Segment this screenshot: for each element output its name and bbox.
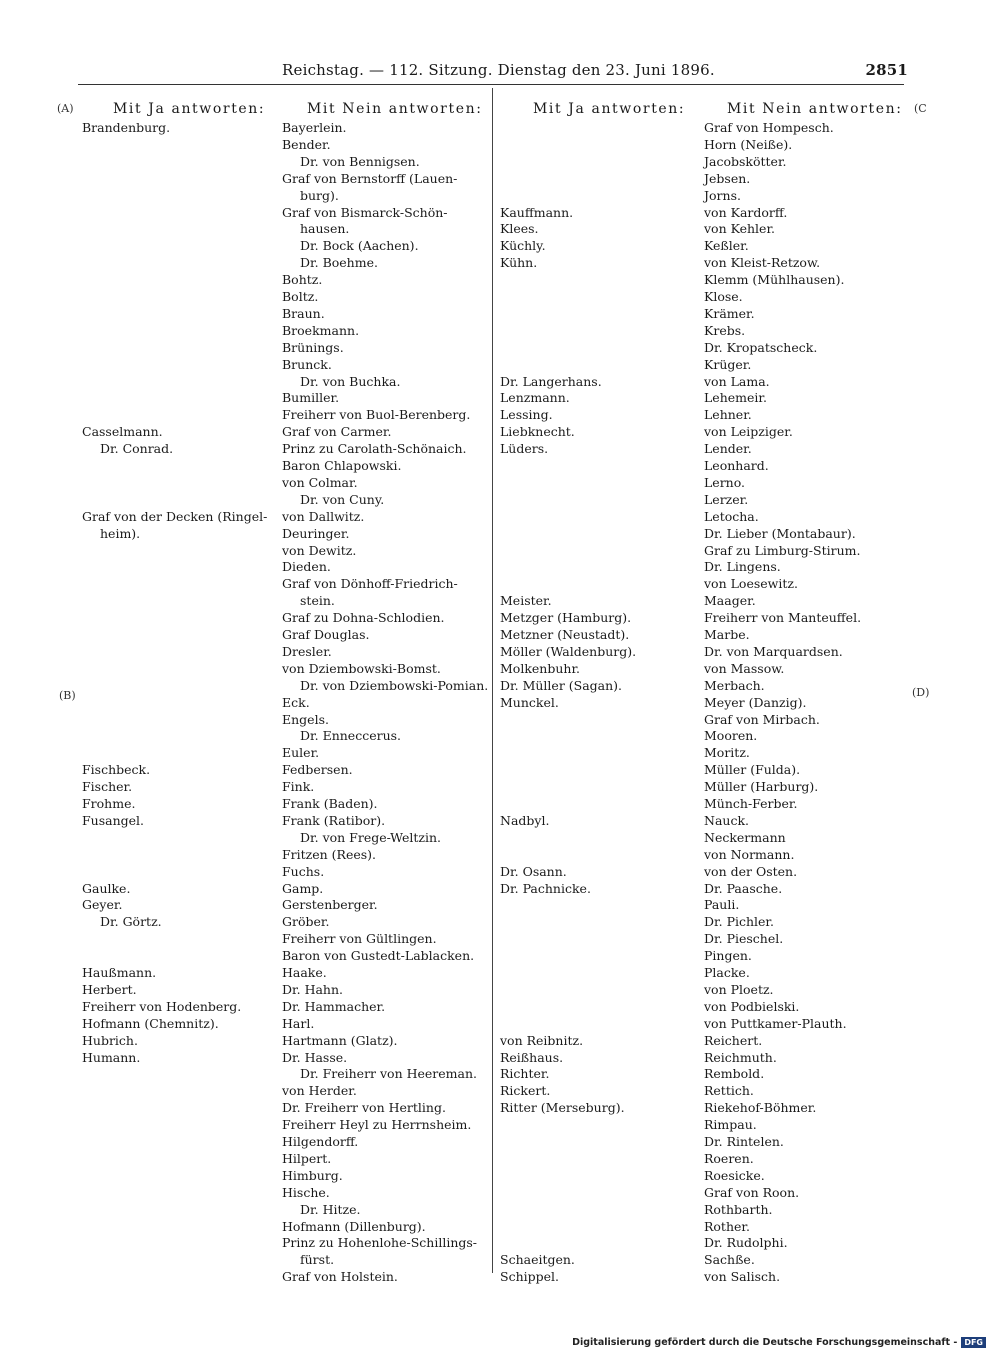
name-entry: Krebs. (704, 322, 746, 338)
name-entry: von Dziembowski-Bomst. (282, 660, 441, 676)
name-entry: Freiherr Heyl zu Herrnsheim. (282, 1117, 472, 1133)
name-entry: Dr. von Frege-Weltzin. (300, 829, 442, 845)
page-title: Reichstag. — 112. Sitzung. Dienstag den 23. Juni 1896. (282, 61, 715, 79)
name-entry: Fritzen (Rees). (282, 846, 377, 862)
name-entry: Sachße. (704, 1252, 755, 1268)
name-entry: Fedbersen. (282, 762, 353, 778)
name-entry: Freiherr von Buol-Berenberg. (282, 407, 471, 423)
name-entry: Pauli. (704, 897, 740, 913)
name-entry: Rickert. (500, 1083, 551, 1099)
name-entry: Baron von Gustedt-Lablacken. (282, 948, 475, 964)
name-entry: Leonhard. (704, 458, 769, 473)
name-entry: Müller (Harburg). (704, 779, 819, 795)
name-entry: Moritz. (704, 745, 750, 761)
name-entry: Dr. Pachnicke. (500, 880, 591, 896)
column-divider (492, 88, 493, 1273)
name-entry: Horn (Neiße). (704, 136, 793, 152)
header-rule (78, 84, 904, 85)
name-entry: Dr. Hahn. (282, 981, 343, 997)
name-entry: Lenzmann. (500, 390, 570, 406)
name-entry: Fischbeck. (82, 762, 151, 778)
name-entry: Dr. von Dziembowski-Pomian. (300, 677, 489, 693)
name-entry: Rothbarth. (704, 1201, 773, 1217)
name-entry: Meister. (500, 593, 552, 609)
name-entry: Graf von Mirbach. (704, 711, 820, 727)
name-entry: von Normann. (704, 846, 795, 862)
name-entry: Freiherr von Gültlingen. (282, 931, 437, 947)
name-entry: Krüger. (704, 356, 752, 372)
name-entry: Lerno. (704, 474, 746, 490)
name-entry: Schippel. (500, 1269, 559, 1285)
name-entry: Ritter (Merseburg). (500, 1100, 625, 1116)
name-entry: Graf von Bernstorff (Lauen- (282, 170, 458, 186)
name-entry: von Kardorff. (704, 204, 788, 220)
name-entry: Jebsen. (704, 170, 751, 186)
name-entry: Rother. (704, 1218, 750, 1234)
footer-text: Digitalisierung gefördert durch die Deutsche Forschungsgemeinschaft - (572, 1337, 958, 1348)
name-entry: Graf zu Dohna-Schlodien. (282, 610, 445, 626)
name-entry: Casselmann. (82, 424, 163, 440)
name-entry: von Loesewitz. (704, 576, 798, 592)
name-entry: Dr. Conrad. (100, 441, 174, 457)
name-entry: Graf Douglas. (282, 627, 370, 642)
name-entry: Rettich. (704, 1083, 754, 1099)
name-entry: Lender. (704, 441, 752, 457)
name-entry: Fischer. (82, 779, 133, 795)
name-entry: Bayerlein. (282, 120, 347, 135)
name-entry: von Ploetz. (704, 981, 774, 997)
name-entry: Graf von Bismarck-Schön- (282, 204, 448, 220)
name-entry: Fuchs. (282, 863, 325, 879)
name-entry: Klose. (704, 289, 743, 304)
name-entry: Dr. Hasse. (282, 1049, 348, 1065)
name-entry: Graf von Roon. (704, 1184, 800, 1200)
name-entry: Dr. von Bennigsen. (300, 153, 420, 169)
name-entry: Dr. Rudolphi. (704, 1235, 788, 1251)
name-entry: Eck. (282, 694, 310, 710)
name-entry: Reichert. (704, 1032, 763, 1048)
name-entry: von der Osten. (704, 863, 798, 879)
name-entry: Hofmann (Chemnitz). (82, 1015, 219, 1031)
name-entry: Dr. Bock (Aachen). (300, 238, 419, 254)
margin-marker-top-right: (C (914, 102, 927, 115)
name-entry: Humann. (82, 1049, 141, 1065)
column-heading-ja-left: Mit Ja antworten: (113, 101, 266, 117)
name-entry: Lerzer. (704, 491, 749, 507)
name-entry: Haake. (282, 965, 327, 980)
name-entry: Münch-Ferber. (704, 796, 798, 811)
name-entry: Klees. (500, 221, 539, 237)
name-entry: Dr. Kropatscheck. (704, 339, 818, 355)
name-entry: Hubrich. (82, 1032, 138, 1048)
name-entry: Boltz. (282, 289, 319, 304)
name-entry: Reichmuth. (704, 1049, 777, 1065)
name-entry: Pingen. (704, 948, 752, 964)
name-entry: Richter. (500, 1066, 550, 1082)
name-entry: Dr. Langerhans. (500, 373, 602, 389)
name-entry: Dr. Enneccerus. (300, 728, 402, 744)
name-entry: von Dewitz. (282, 542, 357, 558)
name-entry: Hilgendorff. (282, 1134, 359, 1149)
name-entry: von Puttkamer-Plauth. (704, 1015, 847, 1031)
name-entry: Gerstenberger. (282, 897, 378, 913)
name-entry: Haußmann. (82, 965, 157, 980)
name-entry: Munckel. (500, 694, 559, 710)
name-entry: Placke. (704, 965, 750, 980)
name-entry: Graf von Hompesch. (704, 120, 834, 135)
name-entry: von Reibnitz. (500, 1032, 584, 1048)
name-entry: Prinz zu Hohenlohe-Schillings- (282, 1235, 478, 1251)
name-entry: Maager. (704, 593, 756, 609)
name-entry: Graf zu Limburg-Stirum. (704, 542, 861, 558)
name-entry: Graf von Holstein. (282, 1269, 398, 1285)
name-entry: Brandenburg. (82, 120, 171, 135)
name-entry: fürst. (300, 1252, 335, 1268)
column-heading-nein-right: Mit Nein antworten: (727, 101, 903, 117)
name-entry: Letocha. (704, 508, 759, 524)
name-entry: Dresler. (282, 643, 332, 659)
name-entry: Klemm (Mühlhausen). (704, 272, 845, 288)
name-entry: Dr. Freiherr von Hertling. (282, 1100, 446, 1116)
name-entry: Lüders. (500, 441, 549, 457)
name-entry: Molkenbuhr. (500, 660, 581, 676)
name-entry: Frank (Baden). (282, 796, 378, 811)
name-entry: Dr. von Buchka. (300, 373, 401, 389)
name-entry: Freiherr von Manteuffel. (704, 610, 862, 626)
name-entry: Bohtz. (282, 272, 323, 288)
name-entry: Geyer. (82, 897, 123, 913)
name-entry: Reißhaus. (500, 1049, 564, 1065)
name-entry: Merbach. (704, 677, 765, 693)
name-entry: Bender. (282, 136, 331, 152)
name-entry: Müller (Fulda). (704, 762, 801, 778)
dfg-logo: DFG (961, 1337, 986, 1348)
name-entry: Dr. Paasche. (704, 880, 783, 896)
name-entry: Küchly. (500, 238, 546, 254)
name-entry: Roeren. (704, 1150, 754, 1166)
page-header (60, 59, 910, 83)
name-entry: Dr. Boehme. (300, 255, 378, 271)
name-entry: Freiherr von Hodenberg. (82, 998, 242, 1014)
name-entry: Himburg. (282, 1167, 343, 1183)
name-entry: von Colmar. (282, 474, 358, 490)
name-entry: Fink. (282, 779, 315, 795)
name-entry: Gröber. (282, 914, 330, 930)
name-entry: von Kehler. (704, 221, 776, 237)
name-entry: Lehemeir. (704, 390, 767, 406)
name-entry: Dr. Lingens. (704, 559, 781, 575)
name-entry: Lessing. (500, 407, 553, 423)
name-entry: Dr. Osann. (500, 863, 567, 879)
name-entry: Riekehof-Böhmer. (704, 1100, 817, 1116)
name-entry: von Podbielski. (704, 998, 800, 1014)
name-entry: Dr. von Cuny. (300, 491, 385, 507)
name-entry: Brünings. (282, 339, 344, 355)
footer-credit (572, 1337, 986, 1348)
name-entry: Hartmann (Glatz). (282, 1032, 398, 1048)
name-entry: Metzner (Neustadt). (500, 627, 630, 642)
name-entry: Keßler. (704, 238, 749, 254)
name-entry: Prinz zu Carolath-Schönaich. (282, 441, 467, 457)
name-entry: Krämer. (704, 305, 755, 321)
name-entry: heim). (100, 525, 141, 541)
name-entry: Euler. (282, 745, 320, 761)
name-entry: Dr. Pichler. (704, 914, 775, 930)
name-entry: von Kleist-Retzow. (704, 255, 821, 271)
name-entry: Neckermann (704, 829, 786, 845)
name-entry: Graf von Carmer. (282, 424, 392, 440)
name-entry: von Salisch. (704, 1269, 781, 1285)
margin-marker-mid-right: (D) (912, 686, 930, 699)
name-entry: Lehner. (704, 407, 752, 423)
name-entry: Dr. Pieschel. (704, 931, 784, 947)
name-entry: Hofmann (Dillenburg). (282, 1218, 426, 1234)
name-entry: Jorns. (704, 187, 741, 203)
name-entry: Nadbyl. (500, 812, 550, 828)
margin-marker-top-left: (A) (57, 102, 74, 115)
name-entry: von Massow. (704, 660, 785, 676)
name-entry: Kauffmann. (500, 204, 574, 220)
name-entry: Mooren. (704, 728, 758, 744)
name-entry: Schaeitgen. (500, 1252, 575, 1268)
name-entry: Broekmann. (282, 322, 360, 338)
name-entry: Dr. Rintelen. (704, 1134, 784, 1149)
name-entry: Dr. Freiherr von Heereman. (300, 1066, 477, 1082)
name-entry: Dieden. (282, 559, 331, 575)
name-entry: Graf von Dönhoff-Friedrich- (282, 576, 458, 592)
name-entry: burg). (300, 187, 339, 203)
name-entry: Brunck. (282, 356, 332, 372)
name-entry: Braun. (282, 305, 325, 321)
name-entry: Hilpert. (282, 1150, 332, 1166)
name-entry: Gamp. (282, 880, 324, 896)
name-entry: Marbe. (704, 627, 750, 642)
name-entry: Bumiller. (282, 390, 340, 406)
name-entry: Meyer (Danzig). (704, 694, 807, 710)
name-entry: Metzger (Hamburg). (500, 610, 632, 626)
name-entry: Hische. (282, 1184, 330, 1200)
margin-marker-mid-left: (B) (59, 689, 76, 702)
name-entry: Dr. Müller (Sagan). (500, 677, 623, 693)
name-entry: Nauck. (704, 812, 749, 828)
name-entry: Rembold. (704, 1066, 765, 1082)
name-entry: Möller (Waldenburg). (500, 643, 637, 659)
name-entry: Dr. Görtz. (100, 914, 162, 930)
name-entry: stein. (300, 593, 335, 609)
name-entry: Deuringer. (282, 525, 350, 541)
name-entry: hausen. (300, 221, 350, 237)
name-entry: Baron Chlapowski. (282, 458, 402, 473)
name-entry: Liebknecht. (500, 424, 575, 440)
page-number: 2851 (865, 61, 908, 79)
name-entry: von Leipziger. (704, 424, 793, 440)
name-entry: Graf von der Decken (Ringel- (82, 508, 268, 524)
name-entry: Kühn. (500, 255, 538, 271)
name-entry: von Herder. (282, 1083, 357, 1099)
name-entry: Gaulke. (82, 880, 131, 896)
name-entry: Engels. (282, 711, 329, 727)
name-entry: Frohme. (82, 796, 136, 811)
name-entry: Dr. Hammacher. (282, 998, 386, 1014)
name-entry: Roesicke. (704, 1167, 765, 1183)
name-entry: Dr. von Marquardsen. (704, 643, 843, 659)
name-entry: Herbert. (82, 981, 137, 997)
name-entry: von Lama. (704, 373, 770, 389)
name-entry: Harl. (282, 1015, 315, 1031)
name-entry: Dr. Lieber (Montabaur). (704, 525, 856, 541)
name-entry: Jacobskötter. (704, 153, 787, 169)
column-heading-nein-left: Mit Nein antworten: (307, 101, 483, 117)
name-entry: von Dallwitz. (282, 508, 365, 524)
name-entry: Dr. Hitze. (300, 1201, 361, 1217)
name-entry: Frank (Ratibor). (282, 812, 386, 828)
name-entry: Fusangel. (82, 812, 145, 828)
name-entry: Rimpau. (704, 1117, 757, 1133)
column-heading-ja-right: Mit Ja antworten: (533, 101, 686, 117)
